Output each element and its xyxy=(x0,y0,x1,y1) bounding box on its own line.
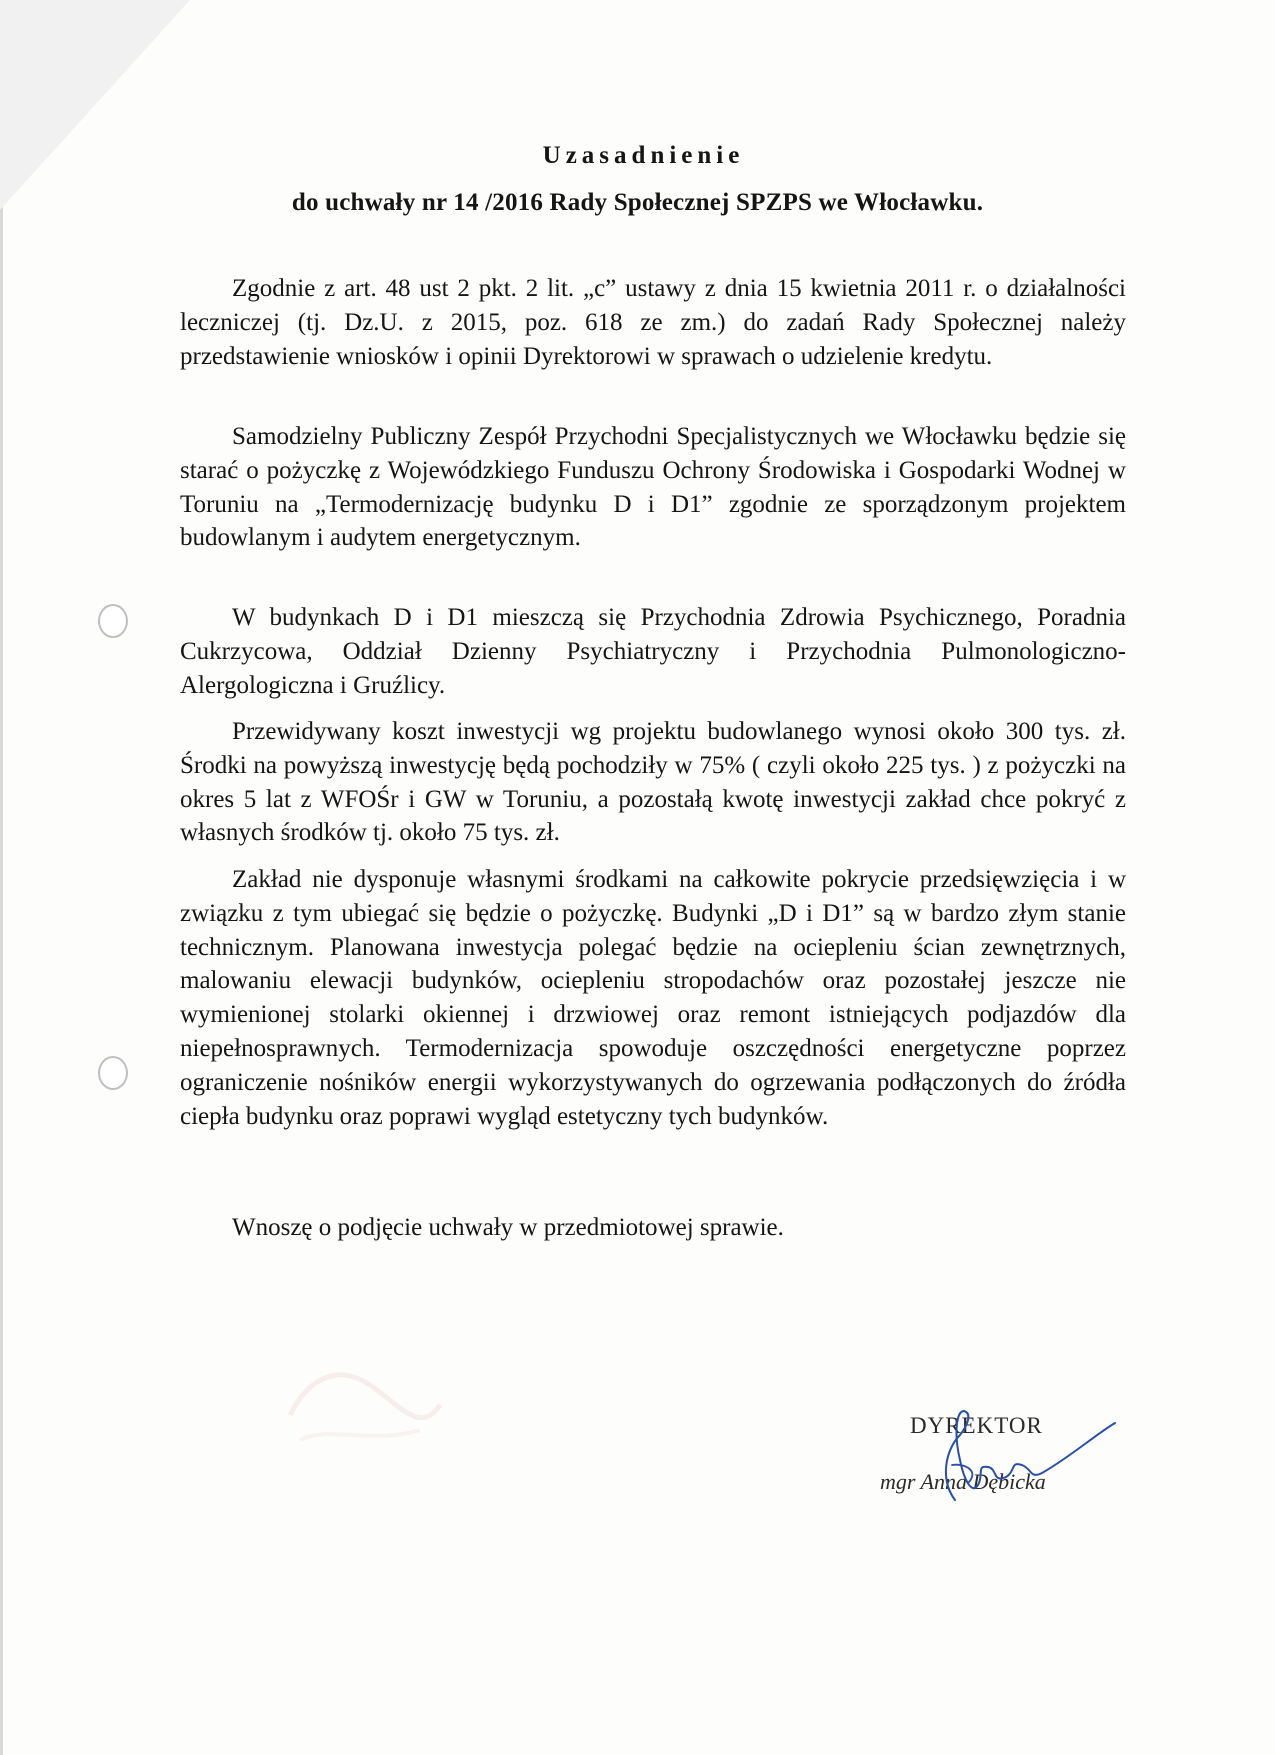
signature-role: DYREKTOR xyxy=(910,1413,1043,1438)
folded-corner xyxy=(0,0,190,210)
paragraph-costs: Przewidywany koszt inwestycji wg projektu budowlanego wynosi około 300 tys. zł. Środki na powyższą inwestycję będą pochodziły w 75% ( czyli około 225 tys. ) z pożyczki na okres 5 lat z WFOŚr i GW w Toruniu, a pozostałą kwotę inwestycji zakład chce pokryć z własnych środków tj. około 75 tys. zł. xyxy=(180,718,1126,847)
paragraph-buildings: W budynkach D i D1 mieszczą się Przychodnia Zdrowia Psychicznego, Poradnia Cukrzycowa, Oddział Dzienny Psychiatryczny i Przychodnia Pulmonologiczno-Alergologiczna i Gruźlicy. xyxy=(180,604,1126,699)
document-title: Uzasadnienie xyxy=(542,142,745,169)
paragraph-loan-application: Samodzielny Publiczny Zespół Przychodni Specjalistycznych we Włocławku będzie się starać o pożyczkę z Wojewódzkiego Funduszu Ochrony Środowiska i Gospodarki Wodnej w Toruniu na „Termodernizację budynku D i D1” zgodnie ze sporządzonym projektem budowlanym i audytem energetycznym. xyxy=(180,423,1126,552)
handwritten-signature xyxy=(860,1405,1120,1515)
signature-block xyxy=(860,1405,1120,1515)
paragraph-investment-scope: Zakład nie dysponuje własnymi środkami na całkowite pokrycie przedsięwzięcia i w związku z tym ubiegać się będzie o pożyczkę. Budynki „D i D1” są w bardzo złym stanie technicznym. Planowana inwestycja polegać będzie na ociepleniu ścian zewnętrznych, malowaniu elewacji budynków, ociepleniu stropodachów oraz pozostałej jeszcze nie wymienionej stolarki okiennej i drzwiowej oraz remont istniejących podjazdów dla niepełnosprawnych. Termodernizacja spowoduje oszczędności energetyczne poprzez ograniczenie nośników energii wykorzystywanych do ogrzewania podłączonych do źródła ciepła budynku oraz poprawi wygląd estetyczny tych budynków. xyxy=(180,866,1126,1130)
signature-name: mgr Anna Dębicka xyxy=(880,1469,1046,1494)
page-left-edge xyxy=(0,0,3,1755)
paragraph-legal-basis: Zgodnie z art. 48 ust 2 pkt. 2 lit. „c” ustawy z dnia 15 kwietnia 2011 r. o działalności leczniczej (tj. Dz.U. z 2015, poz. 618 ze zm.) do zadań Rady Społecznej należy przedstawienie wniosków i opinii Dyrektorowi w sprawach o udzielenie kredytu. xyxy=(180,275,1126,370)
punch-hole xyxy=(98,604,128,638)
punch-hole xyxy=(98,1056,128,1090)
document-subtitle: do uchwały nr 14 /2016 Rady Społecznej SPZPS we Włocławku. xyxy=(291,189,984,216)
bleed-through-stamp xyxy=(270,1345,450,1465)
paragraph-motion: Wnoszę o podjęcie uchwały w przedmiotowej sprawie. xyxy=(232,1214,784,1241)
